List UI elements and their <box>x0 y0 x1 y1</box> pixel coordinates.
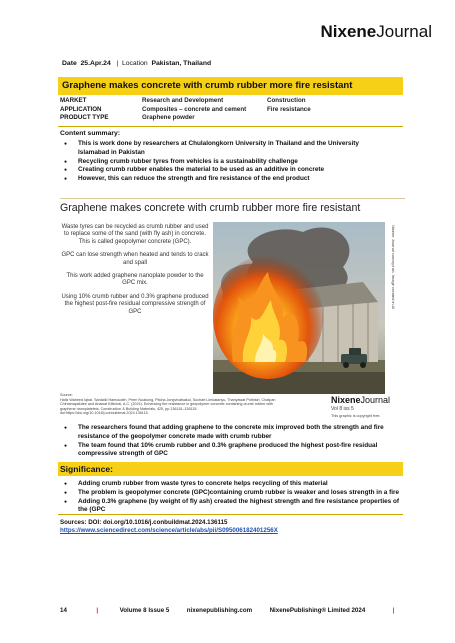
page-footer <box>60 607 400 614</box>
list-item: ● Adding 0.3% graphene (by weight of fly ash) created the highest strength and fire resistance properties of the (GPC <box>60 498 400 516</box>
meta-label: PRODUCT TYPE <box>60 114 109 121</box>
sources-block <box>60 519 405 536</box>
significance-list <box>60 480 400 515</box>
list-item: ● The researchers found that adding graphene to the concrete mix improved both the strength and fire resistance of the geopolymer concrete made with crumb rubber <box>60 424 400 442</box>
meta-value: Research and Development <box>142 97 224 104</box>
side-caption-text: Nixene Journal concept art. Image created in AI <box>391 225 396 310</box>
source-link[interactable]: https://www.sciencedirect.com/science/article/abs/pii/S095006182401256X <box>60 527 278 535</box>
divider <box>58 514 403 515</box>
list-item: ● The team found that 10% crumb rubber and 0.3% graphene produced the highest post-fire residual compressive strength of GPC <box>60 442 400 460</box>
footer-company: NixenePublishing® Limited 2024 <box>269 607 366 614</box>
mini-logo-bold: Nixene <box>331 395 361 405</box>
meta-value: Graphene powder <box>142 114 195 121</box>
citation-line: Source: <box>60 393 73 397</box>
mini-logo-light: Journal <box>360 395 391 405</box>
doi-line: Sources: DOI: doi.org/10.1016/j.conbuildmat.2024.136115 <box>60 519 228 526</box>
list-item: ● Adding crumb rubber from waste tyres to concrete helps recycling of this material <box>60 480 400 489</box>
location-label: Location <box>121 60 148 67</box>
list-item: ● This is work done by researchers at Chulalongkorn University in Thailand and the University Islamabad in Pakistan <box>60 140 390 158</box>
dateline <box>62 60 211 67</box>
infographic-paragraph: Waste tyres can be recycled as crumb rubber and used to replace some of the sand (with fly ash) in concrete. This is called geopolymer concrete (GPC). <box>61 224 209 245</box>
footer-volume: Volume 8 Issue 5 <box>119 607 170 614</box>
meta-value: Construction <box>267 97 306 104</box>
burning-building-image <box>213 222 385 394</box>
journal-logo <box>0 22 432 42</box>
list-item: ● However, this can reduce the strength and fire resistance of the end product <box>60 175 390 184</box>
logo-light: Journal <box>376 22 432 41</box>
infographic-paragraph: GPC can lose strength when heated and tends to crack and spall <box>61 252 209 266</box>
meta-value: Composites – concrete and cement <box>142 105 247 113</box>
headline-bar <box>58 77 403 95</box>
citation-line: Hafiz Waheed Iqbal, Sardaiki Hamoudeh, Prem Nuakong, Pitcha Jongvivatsakul, Suchart Limkatanyu, Thanyawat Pothisiri, Chatpan <box>60 397 276 402</box>
meta-row <box>60 106 405 115</box>
mini-logo <box>331 395 390 405</box>
citation-line: Chintanapakdee and Anawat Kittichai, A.C. (2024). Enhancing fire resistance in geopolymer concrete containing crumb rubber with <box>60 402 273 407</box>
meta-row <box>60 97 405 106</box>
infographic-paragraph: This work added graphene nanoplate powder to the GPC mix. <box>66 273 204 287</box>
meta-value: Fire resistance <box>267 105 311 113</box>
citation-line: graphene nanoplatelets. Construction & Building Materials, 425, pp.136115–136115. <box>60 406 198 411</box>
date-value: 25.Apr.24 <box>80 60 111 67</box>
list-item: ● Recycling crumb rubber tyres from vehicles is a sustainability challenge <box>60 158 390 167</box>
headline: Graphene makes concrete with crumb rubber more fire resistant <box>62 80 353 91</box>
infographic-paragraph: Using 10% crumb rubber and 0.3% graphene produced the highest post-fire residual compressive strength of GPC <box>61 293 209 315</box>
copyright-note: This graphic is copyright free. <box>331 414 381 418</box>
logo-bold: Nixene <box>320 22 377 41</box>
meta-label: APPLICATION <box>60 105 102 113</box>
footer-site[interactable]: nixenepublishing.com <box>186 607 253 614</box>
divider <box>58 126 403 127</box>
date-label: Date <box>62 60 77 67</box>
burning-building-illustration <box>213 222 385 394</box>
volume-label: Vol 8 iss 5 <box>331 406 354 412</box>
page-number: 14 <box>60 607 67 614</box>
dateline-separator: | <box>116 60 119 67</box>
significance-bar <box>58 462 403 476</box>
significance-heading: Significance: <box>60 464 113 474</box>
findings-list <box>60 424 400 459</box>
footer-separator: | <box>392 607 395 614</box>
list-item: ● The problem is geopolymer concrete (GPC)containing crumb rubber is weaker and loses strength in a fire <box>60 489 400 498</box>
summary-list <box>60 140 390 184</box>
source-citation <box>60 393 330 416</box>
meta-label: MARKET <box>60 97 87 104</box>
infographic-title: Graphene makes concrete with crumb rubber more fire resistant <box>60 202 361 214</box>
footer-separator: | <box>96 607 99 614</box>
citation-line: doi:https://doi.org/10.1016/j.conbuildmat.2024.136115. <box>60 411 149 416</box>
meta-table <box>60 97 405 123</box>
summary-heading: Content summary: <box>60 130 121 137</box>
meta-row <box>60 114 405 123</box>
infographic-text <box>60 224 210 322</box>
list-item: ● Creating crumb rubber enables the material to be used as an additive in concrete <box>60 166 390 175</box>
location-value: Pakistan, Thailand <box>151 60 212 67</box>
image-side-caption <box>387 225 399 393</box>
